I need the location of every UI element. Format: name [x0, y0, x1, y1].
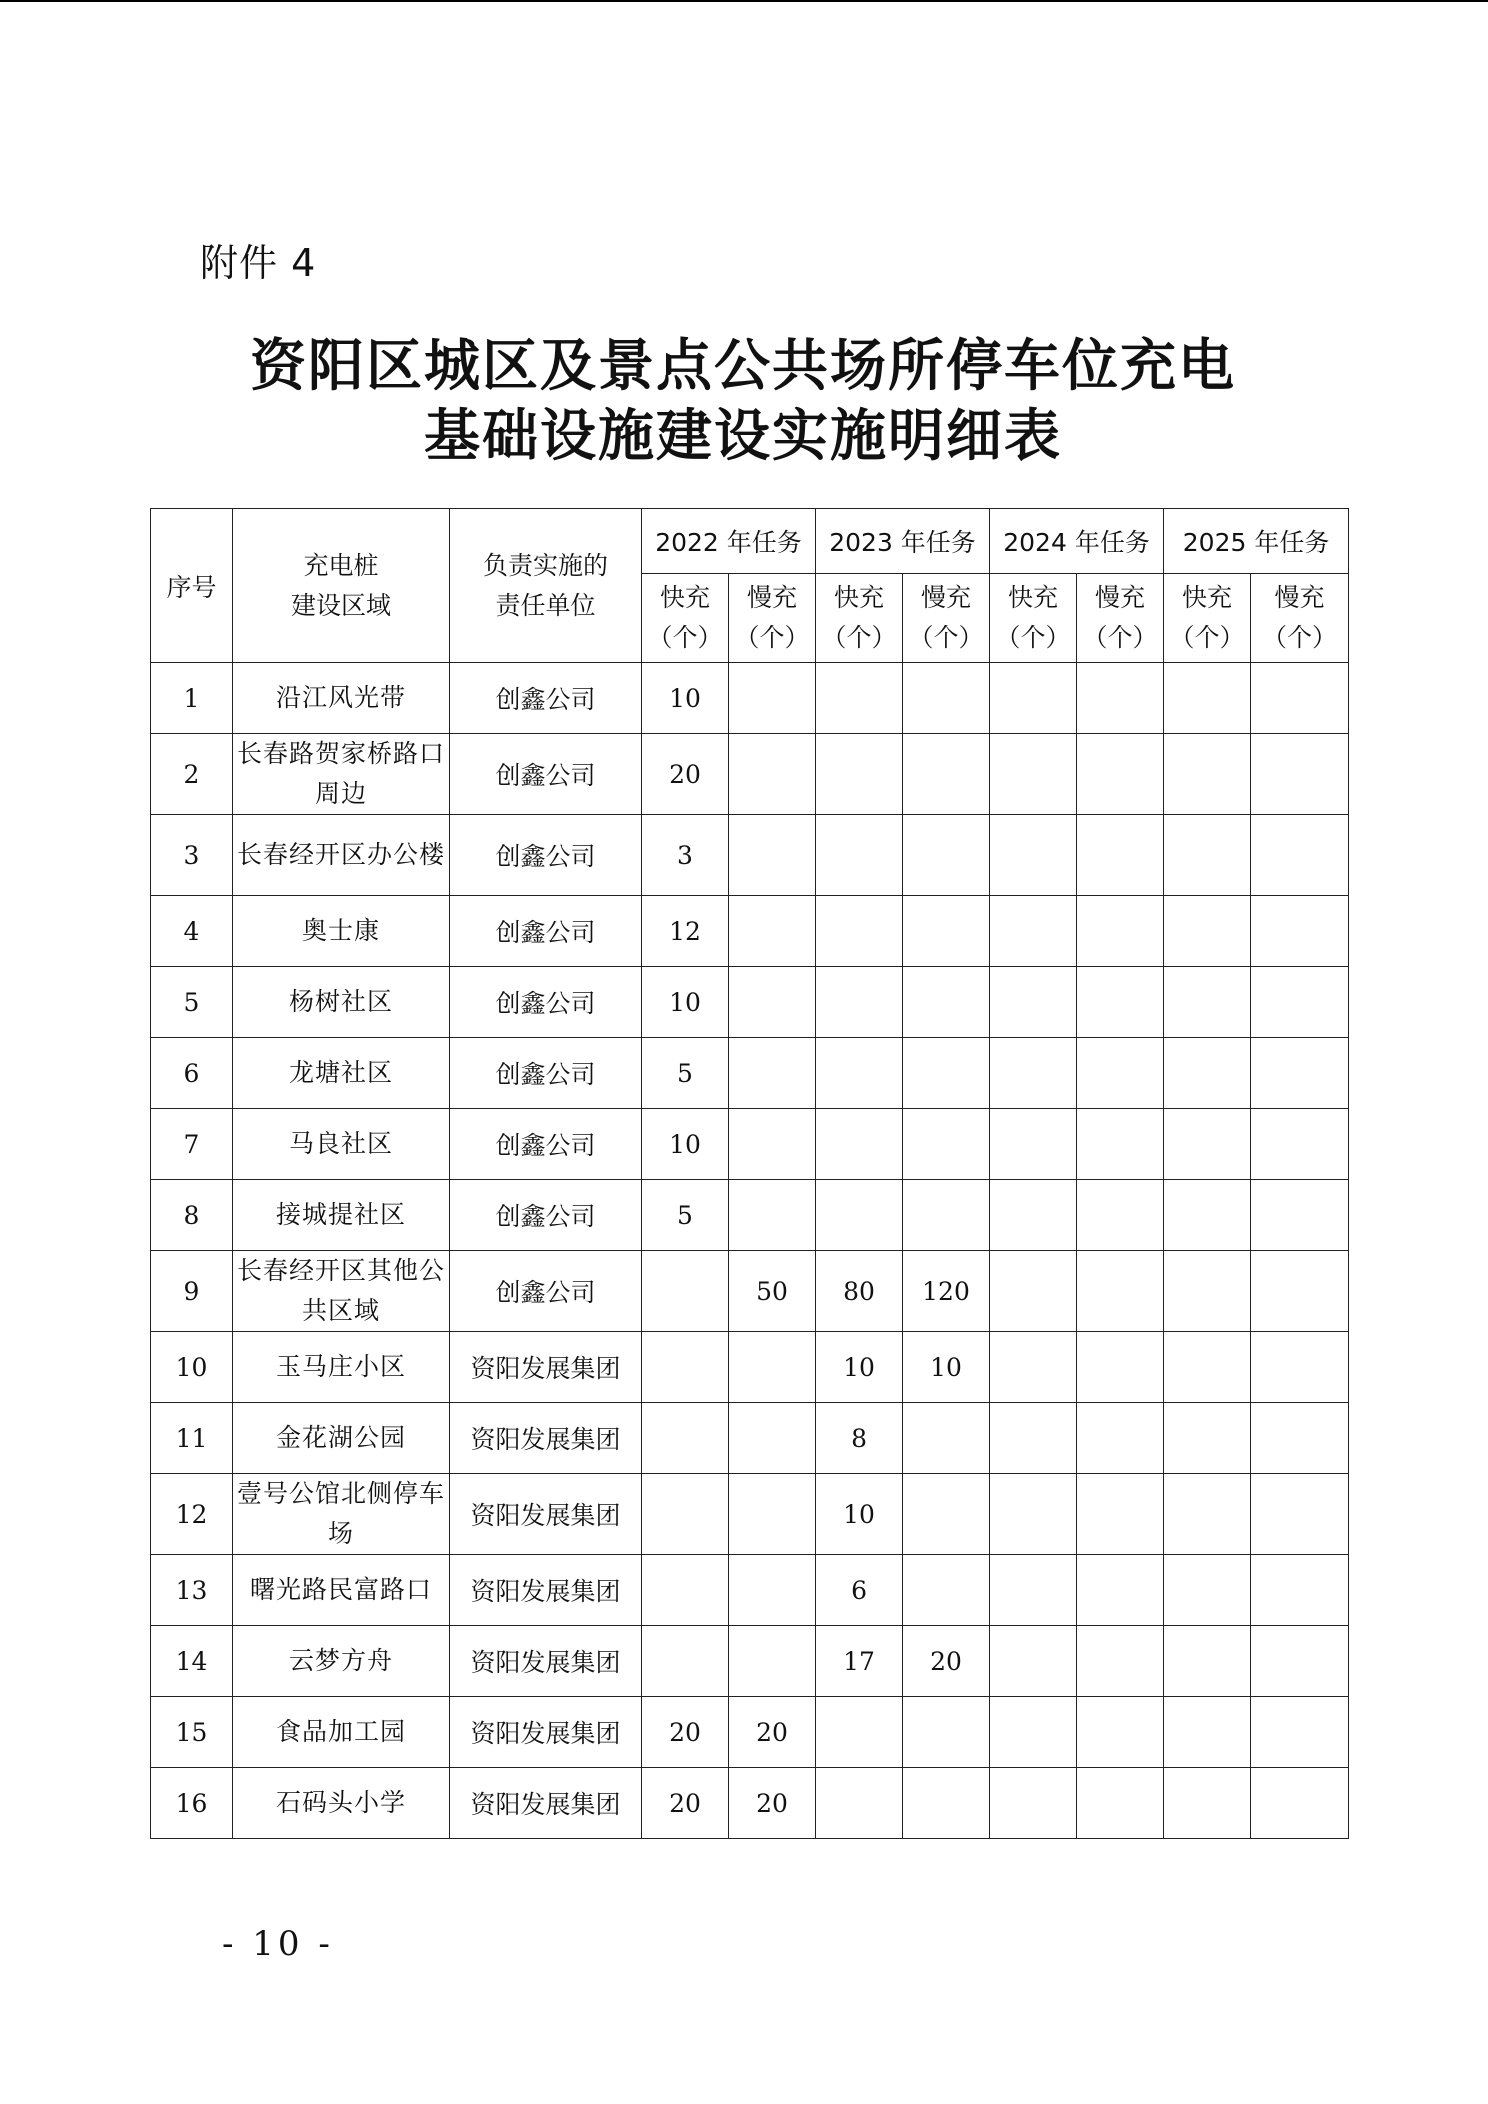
row-fast-2022-cell: 20 [642, 734, 729, 815]
page-number: - 10 - [222, 1924, 334, 1964]
row-fast-2023-cell [816, 815, 903, 896]
row-slow-2023-cell [903, 1109, 990, 1180]
row-fast-2023-cell [816, 1180, 903, 1251]
row-slow-2023-cell [903, 1180, 990, 1251]
row-fast-2022-cell: 10 [642, 663, 729, 734]
row-fast-2022-cell: 10 [642, 1109, 729, 1180]
row-seq-cell: 6 [151, 1038, 233, 1109]
header-fast-label: 快充 [834, 583, 885, 612]
row-seq-cell: 11 [151, 1403, 233, 1474]
charging-pile-plan-table [150, 508, 1349, 1839]
row-slow-2025-cell [1251, 663, 1349, 734]
row-slow-2022-cell [729, 1332, 816, 1403]
row-unit-cell: 资阳发展集团 [450, 1555, 642, 1626]
row-area-cell: 玉马庄小区 [233, 1332, 450, 1403]
row-seq-cell: 12 [151, 1474, 233, 1555]
table-row [151, 1768, 1349, 1839]
table-row [151, 1555, 1349, 1626]
row-slow-2025-cell [1251, 1251, 1349, 1332]
row-area-cell: 长春路贺家桥路口周边 [233, 734, 450, 815]
row-slow-2023-cell: 20 [903, 1626, 990, 1697]
row-slow-2024-cell [1077, 1180, 1164, 1251]
row-fast-2025-cell [1164, 1403, 1251, 1474]
row-fast-2023-cell: 6 [816, 1555, 903, 1626]
row-slow-2024-cell [1077, 1697, 1164, 1768]
row-fast-2022-cell: 20 [642, 1768, 729, 1839]
row-slow-2023-cell [903, 1555, 990, 1626]
row-slow-2022-cell [729, 663, 816, 734]
row-area-cell: 金花湖公园 [233, 1403, 450, 1474]
row-area-cell: 沿江风光带 [233, 663, 450, 734]
row-fast-2022-cell: 20 [642, 1697, 729, 1768]
header-fast-label: 快充 [659, 583, 710, 612]
header-area [233, 509, 450, 663]
header-area-line-1: 充电桩 [303, 550, 379, 580]
row-slow-2024-cell [1077, 1403, 1164, 1474]
row-slow-2023-cell [903, 1697, 990, 1768]
header-slow-label: 慢充 [921, 583, 972, 612]
row-slow-2025-cell [1251, 1474, 1349, 1555]
row-slow-2025-cell [1251, 896, 1349, 967]
row-area-cell: 石码头小学 [233, 1768, 450, 1839]
header-unit-line-1: 负责实施的 [482, 550, 608, 580]
row-fast-2024-cell [990, 896, 1077, 967]
header-count-unit: （个） [908, 623, 984, 652]
row-fast-2023-cell: 10 [816, 1332, 903, 1403]
row-area-cell: 长春经开区其他公共区域 [233, 1251, 450, 1332]
table-row [151, 1474, 1349, 1555]
row-slow-2025-cell [1251, 1626, 1349, 1697]
row-slow-2022-cell [729, 815, 816, 896]
row-fast-2023-cell [816, 734, 903, 815]
row-unit-cell: 资阳发展集团 [450, 1768, 642, 1839]
row-fast-2022-cell: 3 [642, 815, 729, 896]
row-slow-2023-cell [903, 815, 990, 896]
row-slow-2023-cell [903, 1038, 990, 1109]
row-slow-2022-cell: 50 [729, 1251, 816, 1332]
table-row [151, 1403, 1349, 1474]
table-row [151, 663, 1349, 734]
row-slow-2025-cell [1251, 1332, 1349, 1403]
row-slow-2025-cell [1251, 1403, 1349, 1474]
row-slow-2022-cell [729, 1403, 816, 1474]
header-unit-line-2: 责任单位 [495, 590, 596, 620]
row-fast-2025-cell [1164, 1251, 1251, 1332]
row-fast-2022-cell [642, 1555, 729, 1626]
row-slow-2023-cell: 10 [903, 1332, 990, 1403]
row-unit-cell: 创鑫公司 [450, 1180, 642, 1251]
row-fast-2023-cell [816, 1038, 903, 1109]
table-row [151, 967, 1349, 1038]
row-slow-2024-cell [1077, 1038, 1164, 1109]
row-slow-2024-cell [1077, 734, 1164, 815]
row-fast-2022-cell: 10 [642, 967, 729, 1038]
row-fast-2022-cell [642, 1251, 729, 1332]
table-row [151, 815, 1349, 896]
header-fast-2023 [816, 574, 903, 663]
row-slow-2024-cell [1077, 1768, 1164, 1839]
row-slow-2023-cell [903, 896, 990, 967]
row-area-cell: 曙光路民富路口 [233, 1555, 450, 1626]
row-fast-2023-cell [816, 1768, 903, 1839]
row-fast-2024-cell [990, 1768, 1077, 1839]
row-fast-2025-cell [1164, 1626, 1251, 1697]
header-seq: 序号 [151, 509, 233, 663]
row-unit-cell: 创鑫公司 [450, 663, 642, 734]
row-seq-cell: 1 [151, 663, 233, 734]
row-slow-2024-cell [1077, 815, 1164, 896]
row-slow-2022-cell [729, 1474, 816, 1555]
header-slow-label: 慢充 [1274, 583, 1325, 612]
row-fast-2024-cell [990, 1251, 1077, 1332]
row-fast-2024-cell [990, 734, 1077, 815]
row-seq-cell: 9 [151, 1251, 233, 1332]
row-area-cell: 龙塘社区 [233, 1038, 450, 1109]
row-slow-2022-cell [729, 967, 816, 1038]
row-unit-cell: 创鑫公司 [450, 967, 642, 1038]
row-area-cell: 食品加工园 [233, 1697, 450, 1768]
header-count-unit: （个） [1169, 623, 1245, 652]
row-slow-2022-cell: 20 [729, 1768, 816, 1839]
row-fast-2023-cell: 8 [816, 1403, 903, 1474]
header-slow-label: 慢充 [747, 583, 798, 612]
table-row [151, 1038, 1349, 1109]
row-slow-2024-cell [1077, 1109, 1164, 1180]
table-row [151, 1251, 1349, 1332]
row-unit-cell: 资阳发展集团 [450, 1474, 642, 1555]
row-seq-cell: 13 [151, 1555, 233, 1626]
row-fast-2023-cell: 10 [816, 1474, 903, 1555]
row-area-cell: 长春经开区办公楼 [233, 815, 450, 896]
header-year-2024: 2024 年任务 [990, 509, 1164, 574]
row-fast-2022-cell [642, 1474, 729, 1555]
header-fast-label: 快充 [1008, 583, 1059, 612]
row-slow-2024-cell [1077, 967, 1164, 1038]
row-slow-2022-cell [729, 1038, 816, 1109]
row-seq-cell: 3 [151, 815, 233, 896]
row-fast-2025-cell [1164, 1038, 1251, 1109]
header-count-unit: （个） [1262, 623, 1338, 652]
header-count-unit: （个） [821, 623, 897, 652]
row-slow-2024-cell [1077, 1474, 1164, 1555]
row-fast-2024-cell [990, 1555, 1077, 1626]
header-count-unit: （个） [734, 623, 810, 652]
table-body [151, 663, 1349, 1839]
header-year-2025: 2025 年任务 [1164, 509, 1349, 574]
row-unit-cell: 资阳发展集团 [450, 1697, 642, 1768]
row-fast-2022-cell [642, 1403, 729, 1474]
row-slow-2022-cell [729, 734, 816, 815]
header-count-unit: （个） [995, 623, 1071, 652]
row-fast-2025-cell [1164, 1555, 1251, 1626]
row-fast-2024-cell [990, 1332, 1077, 1403]
row-unit-cell: 创鑫公司 [450, 1038, 642, 1109]
row-slow-2023-cell [903, 734, 990, 815]
row-fast-2023-cell [816, 663, 903, 734]
header-slow-2024 [1077, 574, 1164, 663]
row-slow-2022-cell [729, 1555, 816, 1626]
row-fast-2022-cell: 5 [642, 1038, 729, 1109]
row-area-cell: 云梦方舟 [233, 1626, 450, 1697]
row-slow-2022-cell [729, 1109, 816, 1180]
header-fast-2022 [642, 574, 729, 663]
row-area-cell: 奥士康 [233, 896, 450, 967]
row-slow-2023-cell: 120 [903, 1251, 990, 1332]
row-slow-2023-cell [903, 967, 990, 1038]
row-seq-cell: 4 [151, 896, 233, 967]
row-slow-2025-cell [1251, 734, 1349, 815]
row-seq-cell: 14 [151, 1626, 233, 1697]
row-unit-cell: 资阳发展集团 [450, 1332, 642, 1403]
row-seq-cell: 16 [151, 1768, 233, 1839]
attachment-label: 附件 4 [200, 241, 317, 285]
row-slow-2023-cell [903, 663, 990, 734]
row-fast-2024-cell [990, 1403, 1077, 1474]
document-title-line-2: 基础设施建设实施明细表 [424, 404, 1062, 469]
row-fast-2023-cell: 17 [816, 1626, 903, 1697]
row-unit-cell: 创鑫公司 [450, 734, 642, 815]
row-fast-2023-cell [816, 1109, 903, 1180]
row-fast-2024-cell [990, 815, 1077, 896]
header-count-unit: （个） [647, 623, 723, 652]
row-unit-cell: 创鑫公司 [450, 1251, 642, 1332]
table-row [151, 896, 1349, 967]
row-slow-2023-cell [903, 1768, 990, 1839]
row-slow-2024-cell [1077, 1626, 1164, 1697]
row-slow-2025-cell [1251, 1697, 1349, 1768]
header-unit [450, 509, 642, 663]
row-fast-2024-cell [990, 967, 1077, 1038]
row-fast-2024-cell [990, 1038, 1077, 1109]
row-slow-2025-cell [1251, 1768, 1349, 1839]
header-fast-2024 [990, 574, 1077, 663]
header-fast-label: 快充 [1182, 583, 1233, 612]
row-seq-cell: 2 [151, 734, 233, 815]
table-row [151, 1697, 1349, 1768]
header-slow-label: 慢充 [1095, 583, 1146, 612]
row-fast-2023-cell [816, 1697, 903, 1768]
row-fast-2025-cell [1164, 734, 1251, 815]
row-fast-2025-cell [1164, 1697, 1251, 1768]
row-unit-cell: 创鑫公司 [450, 815, 642, 896]
header-slow-2025 [1251, 574, 1349, 663]
row-fast-2025-cell [1164, 663, 1251, 734]
row-fast-2022-cell: 12 [642, 896, 729, 967]
row-slow-2022-cell [729, 1626, 816, 1697]
document-title-line-1: 资阳区城区及景点公共场所停车位充电 [250, 334, 1236, 399]
row-fast-2022-cell [642, 1626, 729, 1697]
row-slow-2023-cell [903, 1474, 990, 1555]
row-fast-2025-cell [1164, 967, 1251, 1038]
table-row [151, 734, 1349, 815]
row-unit-cell: 创鑫公司 [450, 896, 642, 967]
header-slow-2023 [903, 574, 990, 663]
row-slow-2025-cell [1251, 1180, 1349, 1251]
row-slow-2024-cell [1077, 663, 1164, 734]
row-slow-2022-cell [729, 896, 816, 967]
row-fast-2024-cell [990, 1474, 1077, 1555]
row-unit-cell: 资阳发展集团 [450, 1403, 642, 1474]
header-year-2023: 2023 年任务 [816, 509, 990, 574]
row-slow-2025-cell [1251, 1555, 1349, 1626]
row-fast-2025-cell [1164, 1109, 1251, 1180]
table-row [151, 1180, 1349, 1251]
row-fast-2025-cell [1164, 1332, 1251, 1403]
row-seq-cell: 7 [151, 1109, 233, 1180]
row-area-cell: 接城提社区 [233, 1180, 450, 1251]
row-unit-cell: 创鑫公司 [450, 1109, 642, 1180]
row-fast-2023-cell [816, 967, 903, 1038]
row-fast-2023-cell: 80 [816, 1251, 903, 1332]
row-area-cell: 杨树社区 [233, 967, 450, 1038]
header-year-2022: 2022 年任务 [642, 509, 816, 574]
row-fast-2025-cell [1164, 1180, 1251, 1251]
row-seq-cell: 8 [151, 1180, 233, 1251]
row-slow-2025-cell [1251, 1038, 1349, 1109]
row-slow-2022-cell [729, 1180, 816, 1251]
row-slow-2024-cell [1077, 896, 1164, 967]
row-area-cell: 马良社区 [233, 1109, 450, 1180]
row-fast-2025-cell [1164, 815, 1251, 896]
row-fast-2025-cell [1164, 896, 1251, 967]
row-slow-2025-cell [1251, 815, 1349, 896]
row-fast-2024-cell [990, 1180, 1077, 1251]
row-fast-2024-cell [990, 1697, 1077, 1768]
row-fast-2024-cell [990, 663, 1077, 734]
top-border-line [0, 0, 1488, 2]
row-slow-2023-cell [903, 1403, 990, 1474]
row-seq-cell: 5 [151, 967, 233, 1038]
row-area-cell: 壹号公馆北侧停车场 [233, 1474, 450, 1555]
row-slow-2025-cell [1251, 1109, 1349, 1180]
row-slow-2024-cell [1077, 1555, 1164, 1626]
header-slow-2022 [729, 574, 816, 663]
header-area-line-2: 建设区域 [290, 590, 391, 620]
table-row [151, 1332, 1349, 1403]
row-fast-2024-cell [990, 1109, 1077, 1180]
row-seq-cell: 10 [151, 1332, 233, 1403]
table-row [151, 1626, 1349, 1697]
table-row [151, 1109, 1349, 1180]
row-fast-2025-cell [1164, 1474, 1251, 1555]
header-fast-2025 [1164, 574, 1251, 663]
row-fast-2022-cell [642, 1332, 729, 1403]
row-fast-2025-cell [1164, 1768, 1251, 1839]
row-slow-2024-cell [1077, 1251, 1164, 1332]
row-slow-2022-cell: 20 [729, 1697, 816, 1768]
row-slow-2024-cell [1077, 1332, 1164, 1403]
row-unit-cell: 资阳发展集团 [450, 1626, 642, 1697]
row-slow-2025-cell [1251, 967, 1349, 1038]
row-fast-2023-cell [816, 896, 903, 967]
row-fast-2024-cell [990, 1626, 1077, 1697]
row-seq-cell: 15 [151, 1697, 233, 1768]
header-count-unit: （个） [1082, 623, 1158, 652]
row-fast-2022-cell: 5 [642, 1180, 729, 1251]
